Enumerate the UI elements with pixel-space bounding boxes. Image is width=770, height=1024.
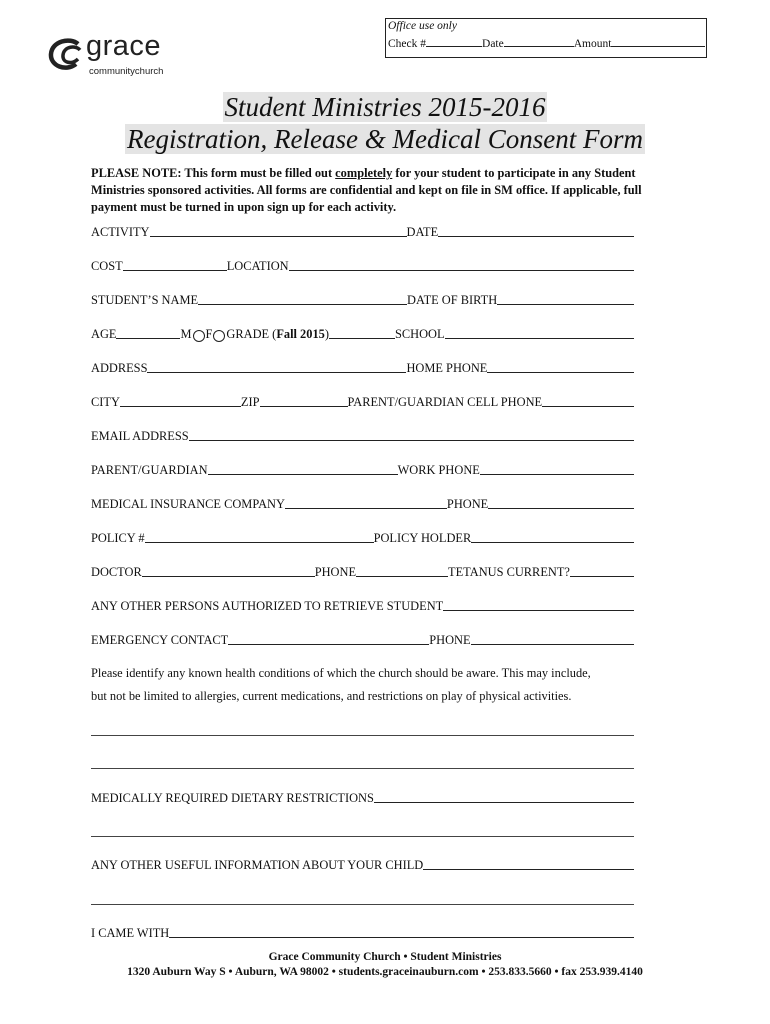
health-instructions: Please identify any known health conditions of which the church should be aware. This may include, but not be limited to allergies, current medications, and restrictions on play of physical activities. xyxy=(91,666,591,703)
work-phone-field[interactable] xyxy=(480,473,634,475)
row-age: AGE M F GRADE ( Fall 2015 ) SCHOOL xyxy=(91,326,634,342)
row-student: STUDENT’S NAME DATE OF BIRTH xyxy=(91,292,634,308)
logo-swirl-icon xyxy=(48,38,88,72)
address-field[interactable] xyxy=(147,371,406,373)
date-field[interactable] xyxy=(438,235,634,237)
office-date-field[interactable] xyxy=(504,35,574,47)
row-emergency: EMERGENCY CONTACT PHONE xyxy=(91,632,634,648)
parent-cell-field[interactable] xyxy=(542,405,634,407)
row-dietary: MEDICALLY REQUIRED DIETARY RESTRICTIONS xyxy=(91,790,634,806)
logo-name: grace xyxy=(86,30,162,62)
city-field[interactable] xyxy=(120,405,241,407)
cost-field[interactable] xyxy=(123,269,227,271)
activity-field[interactable] xyxy=(150,235,407,237)
dietary-field[interactable] xyxy=(374,801,634,803)
amount-field[interactable] xyxy=(611,35,705,47)
form-title-line1: Student Ministries 2015-2016 xyxy=(224,92,546,122)
row-city: CITY ZIP PARENT/GUARDIAN CELL PHONE xyxy=(91,394,634,410)
home-phone-field[interactable] xyxy=(487,371,634,373)
row-activity: ACTIVITY DATE xyxy=(91,224,634,240)
doctor-phone-field[interactable] xyxy=(356,575,448,577)
school-field[interactable] xyxy=(445,337,634,339)
check-field[interactable] xyxy=(426,35,482,47)
office-use-box xyxy=(385,18,707,58)
logo-subtitle: communitychurch xyxy=(89,66,164,77)
dob-field[interactable] xyxy=(497,303,634,305)
amount-label: Amount xyxy=(573,38,612,50)
insurance-field[interactable] xyxy=(285,507,447,509)
insurance-phone-field[interactable] xyxy=(488,507,634,509)
male-radio[interactable] xyxy=(193,330,205,342)
parent-field[interactable] xyxy=(208,473,398,475)
emergency-phone-field[interactable] xyxy=(471,643,634,645)
dietary-line-2[interactable] xyxy=(91,836,634,837)
row-insurance: MEDICAL INSURANCE COMPANY PHONE xyxy=(91,496,634,512)
row-email: EMAIL ADDRESS xyxy=(91,428,634,444)
emergency-contact-field[interactable] xyxy=(228,643,429,645)
student-name-field[interactable] xyxy=(198,303,407,305)
doctor-field[interactable] xyxy=(142,575,315,577)
came-with-field[interactable] xyxy=(169,936,634,938)
office-date-label: Date xyxy=(482,38,504,50)
row-doctor: DOCTOR PHONE TETANUS CURRENT? xyxy=(91,564,634,580)
policy-field[interactable] xyxy=(145,541,374,543)
row-cost: COST LOCATION xyxy=(91,258,634,274)
authorized-field[interactable] xyxy=(443,609,634,611)
row-authorized: ANY OTHER PERSONS AUTHORIZED TO RETRIEVE STUDENT xyxy=(91,598,634,614)
footer-contact: 1320 Auburn Way S • Auburn, WA 98002 • students.graceinauburn.com • 253.833.5660 • fax 253.939.4140 xyxy=(127,966,643,978)
grade-field[interactable] xyxy=(329,337,395,339)
row-parent: PARENT/GUARDIAN WORK PHONE xyxy=(91,462,634,478)
row-came-with: I CAME WITH xyxy=(91,925,634,941)
health-line-2[interactable] xyxy=(91,768,634,769)
office-use-fields xyxy=(388,35,705,50)
location-field[interactable] xyxy=(289,269,634,271)
office-use-label: Office use only xyxy=(388,20,457,32)
row-address: ADDRESS HOME PHONE xyxy=(91,360,634,376)
female-radio[interactable] xyxy=(213,330,225,342)
form-title-line2: Registration, Release & Medical Consent Form xyxy=(127,124,643,154)
please-note: PLEASE NOTE: This form must be filled out completely for your student to participate in any Student Ministries sponsored activities. All forms are confidential and kept on file in SM office. If applicable, full payment must be turned in upon sign up for each activity. xyxy=(91,166,642,214)
row-policy: POLICY # POLICY HOLDER xyxy=(91,530,634,546)
other-info-field[interactable] xyxy=(423,868,634,870)
email-field[interactable] xyxy=(189,439,634,441)
footer-church: Grace Community Church • Student Ministries xyxy=(268,951,502,963)
check-label: Check # xyxy=(388,38,427,50)
zip-field[interactable] xyxy=(260,405,348,407)
grace-logo xyxy=(48,30,208,86)
policy-holder-field[interactable] xyxy=(471,541,634,543)
row-other-info: ANY OTHER USEFUL INFORMATION ABOUT YOUR CHILD xyxy=(91,857,634,873)
tetanus-field[interactable] xyxy=(570,575,634,577)
age-field[interactable] xyxy=(116,337,180,339)
other-info-line-2[interactable] xyxy=(91,904,634,905)
health-line-1[interactable] xyxy=(91,735,634,736)
